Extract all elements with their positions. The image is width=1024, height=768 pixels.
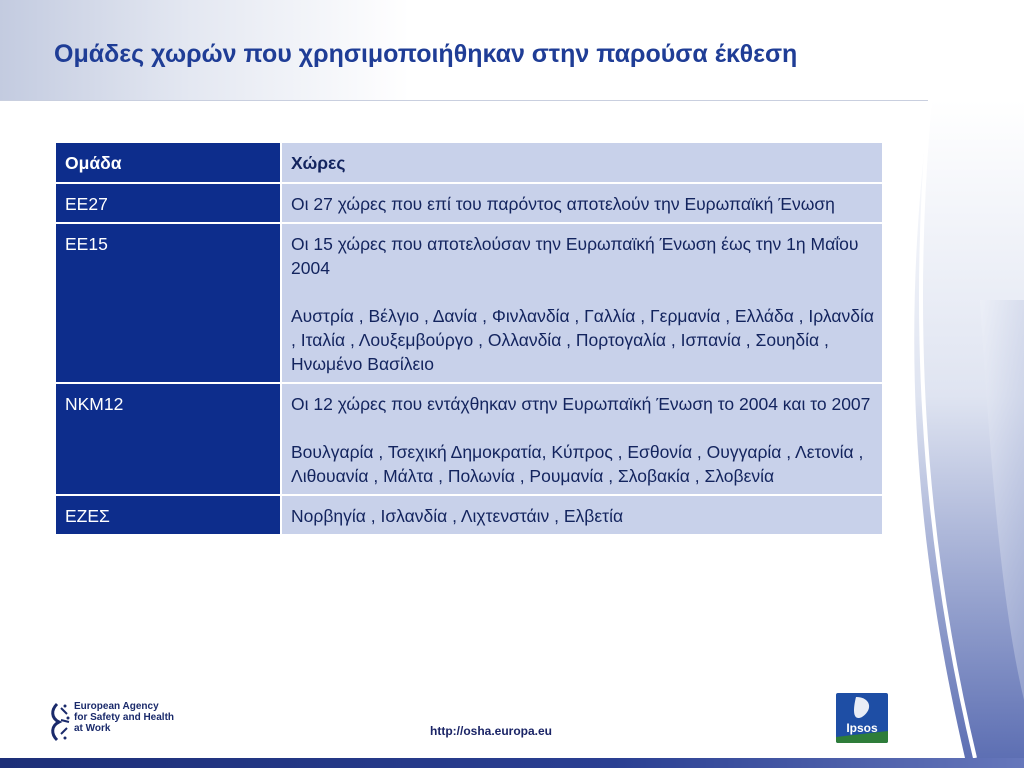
header-divider [0, 100, 1024, 101]
group-name: ΕΕ27 [65, 194, 108, 214]
group-description: Νορβηγία , Ισλανδία , Λιχτενστάιν , Ελβετία [291, 506, 624, 526]
eu-osha-logo-text: European Agency for Safety and Health at Work [74, 701, 175, 734]
header-countries-label: Χώρες [291, 153, 346, 173]
header-group-cell [55, 142, 281, 183]
header-countries-cell [281, 142, 883, 183]
ipsos-logo-icon [836, 693, 888, 743]
group-description: Οι 15 χώρες που αποτελούσαν την Ευρωπαϊκή Ένωση έως την 1η Μαΐου 2004 [291, 234, 859, 278]
group-name: ΝΚΜ12 [65, 394, 124, 414]
table-header-row [55, 142, 883, 183]
table-row [55, 383, 883, 495]
bottom-bar [0, 758, 1024, 768]
group-country-list: Αυστρία , Βέλγιο , Δανία , Φινλανδία , Γαλλία , Γερμανία , Ελλάδα , Ιρλανδία , Ιταλία , Λουξεμβούργο , Ολλανδία , Πορτογαλία , Ισπανία , Σουηδία , Ηνωμένο Βασίλειο [291, 306, 874, 374]
table-row [55, 183, 883, 223]
table-row [55, 223, 883, 383]
group-description: Οι 12 χώρες που εντάχθηκαν στην Ευρωπαϊκή Ένωση το 2004 και το 2007 [291, 394, 871, 414]
ipsos-logo [836, 693, 888, 743]
country-groups-table [54, 141, 884, 536]
group-name: ΕΖΕΣ [65, 506, 110, 526]
table-row [55, 495, 883, 535]
group-name: ΕΕ15 [65, 234, 108, 254]
page-title: Ομάδες χωρών που χρησιμοποιήθηκαν στην παρούσα έκθεση [54, 40, 798, 68]
ipsos-logo-text: Ipsos [846, 721, 878, 735]
group-country-list: Βουλγαρία , Τσεχική Δημοκρατία, Κύπρος , Εσθονία , Ουγγαρία , Λετονία , Λιθουανία , Μάλτα , Πολωνία , Ρουμανία , Σλοβακία , Σλοβενία [291, 442, 864, 486]
footer-url-link[interactable]: http://osha.europa.eu [430, 724, 553, 738]
header-group-label: Ομάδα [65, 153, 122, 173]
group-description: Οι 27 χώρες που επί του παρόντος αποτελούν την Ευρωπαϊκή Ένωση [291, 194, 835, 214]
